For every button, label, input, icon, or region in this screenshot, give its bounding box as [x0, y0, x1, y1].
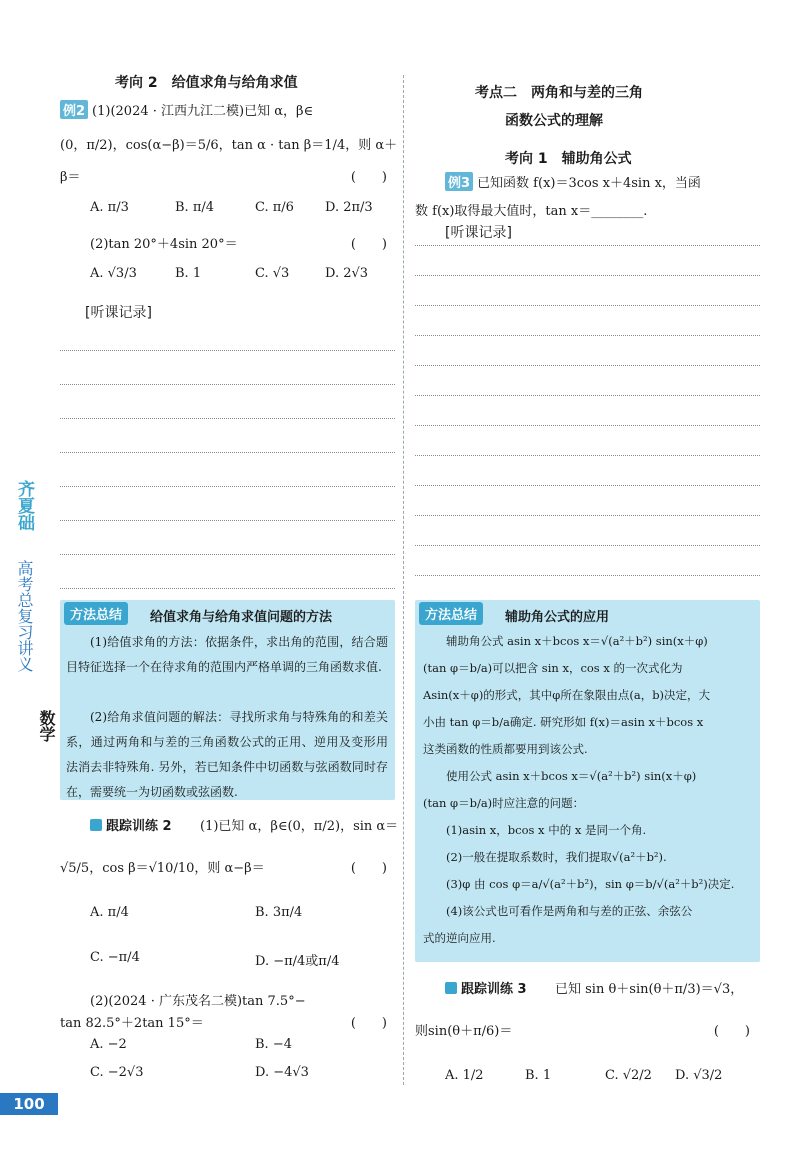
note-line[interactable] [415, 245, 760, 246]
option-c: C. √3 [255, 266, 290, 281]
pencil-icon [90, 819, 102, 831]
track-3-line2: 则sin(θ＋π/6)＝ [415, 1024, 513, 1039]
note-line[interactable] [415, 515, 760, 516]
summary-line: 辅助角公式 asin x＋bcos x＝√(a²＋b²) sin(x＋φ) [446, 634, 708, 648]
summary-label: 方法总结 [419, 602, 483, 625]
summary-lines [423, 628, 755, 952]
note-line[interactable] [60, 418, 395, 419]
summary-line: Asin(x＋φ)的形式，其中φ所在象限由点(a，b)决定，大 [423, 688, 711, 702]
brand-logo: 齐夏础 [14, 480, 34, 531]
example-2-line3: β＝ [60, 170, 81, 185]
subject-label: 数学 [37, 710, 56, 742]
note-line[interactable] [415, 365, 760, 366]
option-d: D. −4√3 [255, 1065, 309, 1080]
summary-line: 式的逆向应用. [423, 931, 496, 945]
option-d: D. 2π/3 [325, 200, 373, 215]
track-2-q2-line2: tan 82.5°＋2tan 15°＝ [60, 1016, 204, 1031]
page-number: 100 [0, 1093, 58, 1115]
series-title: 高考总复习讲义 [15, 560, 34, 672]
summary-label: 方法总结 [64, 602, 128, 625]
note-line[interactable] [415, 395, 760, 396]
section-heading: 考点二 两角和与差的三角 [475, 85, 643, 101]
answer-paren: ( ) [350, 237, 387, 252]
summary-line: (2)一般在提取系数时，我们提取√(a²＋b²). [446, 850, 667, 864]
example-3-line1: 例3 已知函数 f(x)＝3cos x＋4sin x，当函 [445, 172, 701, 191]
notes-label: [听课记录] [85, 305, 152, 321]
example-2-line2: (0，π/2)，cos(α−β)＝5/6，tan α · tan β＝1/4，则 α＋ [60, 138, 398, 153]
right-column [415, 0, 760, 1100]
summary-paragraph-1: (1)给值求角的方法：依据条件，求出角的范围，结合题目特征选择一个在待求角的范围内严格单调的三角函数求值. [66, 635, 388, 674]
note-line[interactable] [415, 335, 760, 336]
summary-line: 小由 tan φ＝b/a确定. 研究形如 f(x)＝asin x＋bcos x [423, 715, 704, 729]
option-a: A. 1/2 [445, 1068, 484, 1083]
subheading: 考向 1 辅助角公式 [505, 151, 632, 167]
example-tag: 例2 [60, 100, 88, 119]
answer-paren: ( ) [350, 1016, 387, 1031]
summary-line: (1)asin x，bcos x 中的 x 是同一个角. [446, 823, 647, 837]
summary-title: 给值求角与给角求值问题的方法 [150, 610, 333, 625]
summary-line: (tan φ＝b/a)可以把含 sin x，cos x 的一次式化为 [423, 661, 683, 675]
option-a: A. π/4 [90, 905, 129, 920]
note-line[interactable] [415, 275, 760, 276]
summary-line: (tan φ＝b/a)时应注意的问题： [423, 796, 585, 810]
track-3-line1: 已知 sin θ＋sin(θ＋π/3)＝√3， [555, 982, 744, 997]
note-line[interactable] [415, 425, 760, 426]
summary-line: 使用公式 asin x＋bcos x＝√(a²＋b²) sin(x＋φ) [446, 769, 697, 783]
option-d: D. 2√3 [325, 266, 369, 281]
option-b: B. π/4 [175, 200, 215, 215]
option-a: A. π/3 [90, 200, 129, 215]
note-line[interactable] [415, 485, 760, 486]
option-a: A. −2 [90, 1037, 127, 1052]
answer-paren: ( ) [350, 861, 387, 876]
note-line[interactable] [60, 554, 395, 555]
note-line[interactable] [415, 575, 760, 576]
option-b: B. 3π/4 [255, 905, 303, 920]
note-line[interactable] [60, 588, 395, 589]
section-heading-cont: 函数公式的理解 [505, 113, 603, 129]
note-line[interactable] [415, 455, 760, 456]
example-2-q2: (2)tan 20°＋4sin 20°＝ [90, 237, 238, 252]
answer-paren: ( ) [713, 1024, 750, 1039]
example-tag: 例3 [445, 172, 473, 191]
track-2-line2: √5/5，cos β＝√10/10，则 α−β＝ [60, 861, 265, 876]
option-c: C. π/6 [255, 200, 294, 215]
summary-title: 辅助角公式的应用 [505, 610, 610, 625]
track-2-header: 跟踪训练 2 [90, 815, 172, 834]
note-line[interactable] [60, 452, 395, 453]
note-line[interactable] [60, 384, 395, 385]
option-b: B. −4 [255, 1037, 292, 1052]
answer-paren: ( ) [350, 170, 387, 185]
option-a: A. √3/3 [90, 266, 137, 281]
option-c: C. −2√3 [90, 1065, 144, 1080]
track-2-q2-line1: (2)(2024 · 广东茂名二模)tan 7.5°− [90, 994, 306, 1009]
option-c: C. −π/4 [90, 950, 140, 965]
section-heading: 考向 2 给值求角与给角求值 [115, 75, 298, 91]
side-banner [8, 480, 56, 1100]
option-c: C. √2/2 [605, 1068, 652, 1083]
track-3-header: 跟踪训练 3 [445, 978, 527, 997]
left-column [60, 0, 399, 1100]
summary-line: 这类函数的性质都要用到该公式. [423, 742, 588, 756]
option-d: D. −π/4或π/4 [255, 954, 340, 969]
note-line[interactable] [60, 350, 395, 351]
option-b: B. 1 [175, 266, 202, 281]
option-b: B. 1 [525, 1068, 552, 1083]
track-2-line1: (1)已知 α，β∈(0，π/2)，sin α＝ [200, 819, 399, 834]
summary-paragraph-2: (2)给角求值问题的解法：寻找所求角与特殊角的和差关系，通过两角和与差的三角函数公式的正用、逆用及变形用法消去非特殊角. 另外，若已知条件中切函数与弦函数同时存在，需要统一为切函数或弦函数. [66, 710, 388, 799]
note-line[interactable] [60, 486, 395, 487]
column-divider [403, 75, 404, 1085]
notes-label: [听课记录] [445, 225, 512, 241]
example-3-line2: 数 f(x)取得最大值时，tan x＝________. [415, 204, 648, 219]
note-line[interactable] [415, 305, 760, 306]
summary-line: (3)φ 由 cos φ＝a/√(a²＋b²)，sin φ＝b/√(a²＋b²)决定. [446, 877, 735, 891]
option-d: D. √3/2 [675, 1068, 723, 1083]
summary-line: (4)该公式也可看作是两角和与差的正弦、余弦公 [446, 904, 693, 918]
pencil-icon [445, 982, 457, 994]
note-line[interactable] [60, 520, 395, 521]
example-2-line1: 例2 (1)(2024 · 江西九江二模)已知 α，β∈ [60, 100, 313, 119]
note-line[interactable] [415, 545, 760, 546]
